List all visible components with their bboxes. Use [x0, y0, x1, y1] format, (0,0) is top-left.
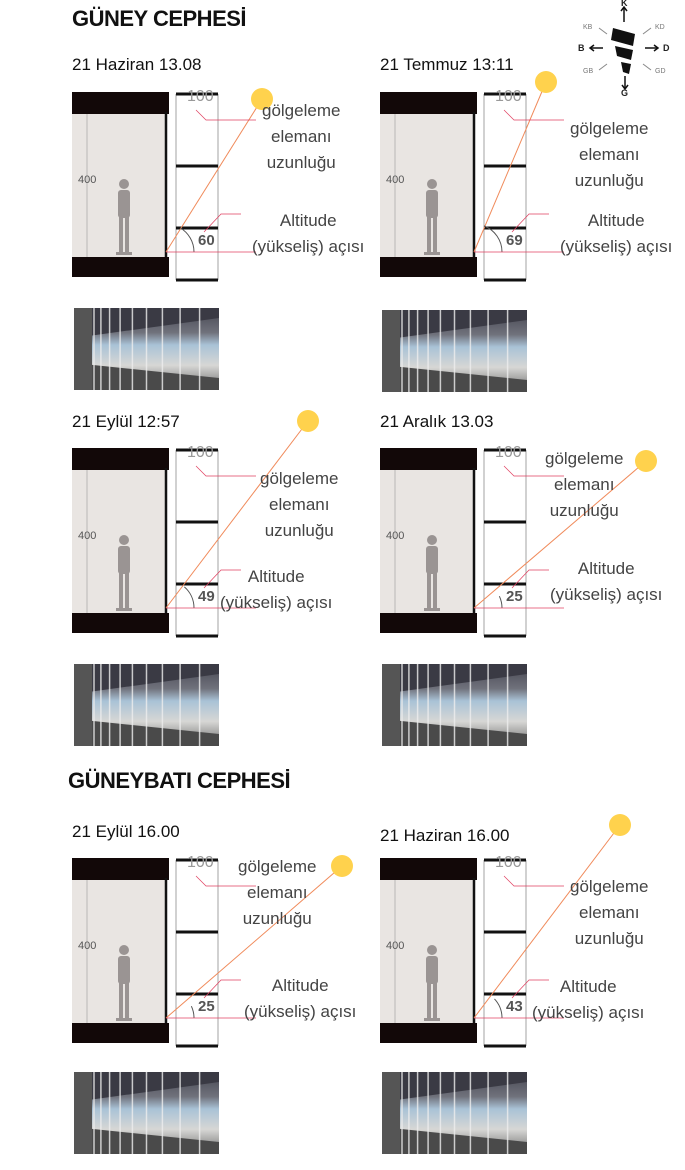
altitude-label-line: (yükseliş) açısı	[550, 585, 663, 604]
shade-length-value: 100	[495, 854, 522, 871]
altitude-label-line: (yükseliş) açısı	[560, 237, 673, 256]
altitude-label-line: Altitude	[559, 977, 617, 996]
shade-label	[545, 446, 623, 524]
height-value: 400	[78, 174, 97, 186]
shade-label-line: gölgeleme	[238, 857, 317, 876]
shade-label-line: uzunluğu	[574, 171, 644, 190]
ceiling-slab	[72, 448, 169, 470]
altitude-label-line: (yükseliş) açısı	[244, 1002, 357, 1021]
shade-label-line: gölgeleme	[545, 449, 624, 468]
shade-length-value: 100	[495, 444, 522, 461]
render-photo	[74, 664, 219, 746]
compass-rose	[575, 0, 675, 100]
shade-label-line: elemanı	[270, 127, 332, 146]
panel-date: 21 Temmuz 13:11	[380, 55, 514, 74]
render-photo	[382, 1072, 527, 1154]
shade-label-line: uzunluğu	[242, 909, 312, 928]
ceiling-slab	[380, 448, 477, 470]
shade-label	[570, 116, 648, 194]
sun-icon	[331, 855, 353, 877]
altitude-label-line: Altitude	[271, 976, 329, 995]
render-photo	[382, 310, 527, 392]
altitude-angle-value: 49	[198, 588, 215, 605]
shade-label-line: uzunluğu	[264, 521, 334, 540]
altitude-angle-value: 25	[198, 998, 215, 1015]
compass-se: GD	[655, 68, 666, 75]
angle-arc	[499, 596, 502, 608]
angle-arc	[494, 999, 502, 1018]
floor-slab	[380, 1023, 477, 1043]
angle-arc	[191, 1006, 194, 1018]
shade-label-line: elemanı	[578, 903, 640, 922]
height-value: 400	[386, 174, 405, 186]
altitude-label-line: Altitude	[279, 211, 337, 230]
altitude-label	[550, 556, 662, 608]
panel-date: 21 Haziran 13.08	[72, 55, 202, 74]
floor-slab	[72, 1023, 169, 1043]
shade-label-line: elemanı	[246, 883, 308, 902]
panel-date: 21 Eylül 16.00	[72, 822, 180, 841]
ceiling-slab	[380, 858, 477, 880]
shade-label-line: gölgeleme	[570, 877, 649, 896]
shade-length-value: 100	[495, 88, 522, 105]
shade-leader	[196, 466, 256, 476]
section-drawing	[72, 858, 372, 1058]
angle-arc	[184, 587, 194, 608]
shade-label-line: gölgeleme	[260, 469, 339, 488]
shade-label	[262, 98, 340, 176]
shade-label-line: gölgeleme	[262, 101, 341, 120]
render-photo	[74, 308, 219, 390]
shade-label-line: elemanı	[578, 145, 640, 164]
floor-slab	[380, 613, 477, 633]
shade-length-value: 100	[187, 88, 214, 105]
sun-icon	[297, 410, 319, 432]
altitude-label-line: (yükseliş) açısı	[532, 1003, 645, 1022]
altitude-label	[532, 974, 644, 1026]
altitude-label-line: (yükseliş) açısı	[252, 237, 365, 256]
ceiling-slab	[380, 92, 477, 114]
sun-icon	[609, 814, 631, 836]
shade-label-line: elemanı	[553, 475, 615, 494]
altitude-angle-value: 69	[506, 232, 523, 249]
shade-leader	[196, 110, 256, 120]
altitude-label	[244, 973, 356, 1025]
compass-ne: KD	[655, 24, 665, 31]
panel-date: 21 Haziran 16.00	[380, 826, 510, 845]
section-title-south: GÜNEY CEPHESİ	[72, 6, 247, 31]
altitude-label	[252, 208, 364, 260]
altitude-label-line: Altitude	[587, 211, 645, 230]
sun-icon	[635, 450, 657, 472]
shade-label-line: uzunluğu	[549, 501, 619, 520]
height-value: 400	[78, 530, 97, 542]
shade-label-line: uzunluğu	[574, 929, 644, 948]
altitude-label	[220, 564, 332, 616]
shade-label	[238, 854, 316, 932]
altitude-label	[560, 208, 672, 260]
compass-s: G	[621, 88, 629, 98]
shade-length-value: 100	[187, 854, 214, 871]
floor-slab	[72, 613, 169, 633]
altitude-label-line: Altitude	[577, 559, 635, 578]
altitude-label-line: (yükseliş) açısı	[220, 593, 333, 612]
height-value: 400	[78, 940, 97, 952]
altitude-angle-value: 60	[198, 232, 215, 249]
shade-label	[260, 466, 338, 544]
angle-arc	[180, 228, 194, 252]
shade-label-line: uzunluğu	[266, 153, 336, 172]
panel-date: 21 Eylül 12:57	[72, 412, 180, 431]
altitude-label-line: Altitude	[247, 567, 305, 586]
shade-label-line: elemanı	[268, 495, 330, 514]
ceiling-slab	[72, 858, 169, 880]
ceiling-slab	[72, 92, 169, 114]
angle-arc	[484, 226, 502, 252]
shade-leader	[504, 876, 564, 886]
shade-label	[570, 874, 648, 952]
compass-n: K	[621, 0, 628, 8]
shade-length-value: 100	[187, 444, 214, 461]
section-drawing	[380, 448, 680, 648]
compass-w: B	[578, 43, 585, 53]
floor-slab	[72, 257, 169, 277]
altitude-angle-value: 43	[506, 998, 523, 1015]
floor-slab	[380, 257, 477, 277]
height-value: 400	[386, 940, 405, 952]
shade-label-line: gölgeleme	[570, 119, 649, 138]
sun-icon	[535, 71, 557, 93]
height-value: 400	[386, 530, 405, 542]
compass-e: D	[663, 43, 670, 53]
section-title-southwest: GÜNEYBATI CEPHESİ	[68, 768, 291, 793]
panel-date: 21 Aralık 13.03	[380, 412, 494, 431]
render-photo	[74, 1072, 219, 1154]
compass-nw: KB	[583, 24, 593, 31]
altitude-angle-value: 25	[506, 588, 523, 605]
render-photo	[382, 664, 527, 746]
compass-sw: GB	[583, 68, 594, 75]
